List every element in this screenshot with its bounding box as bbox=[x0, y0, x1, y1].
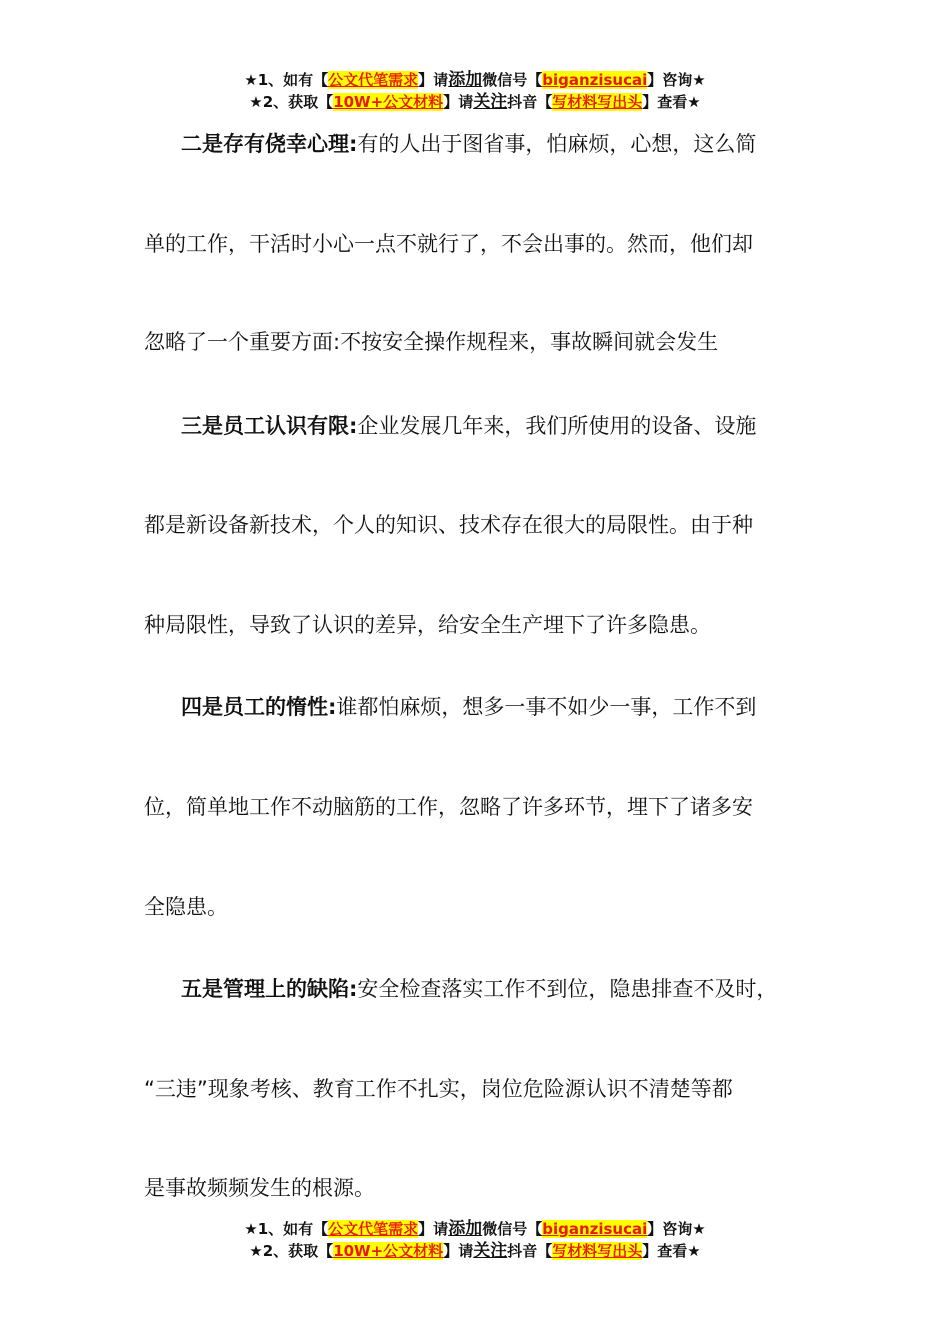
highlight-douyin: 写材料写出头 bbox=[552, 1242, 643, 1260]
highlight-materials: 10W+公文材料 bbox=[333, 1242, 444, 1260]
header-banner bbox=[0, 69, 950, 113]
banner-line-2: ★2、获取【10W+公文材料】请关注抖音【写材料写出头】查看★ bbox=[249, 92, 701, 112]
paragraph-heading: 五是管理上的缺陷: bbox=[181, 977, 358, 1001]
highlight-service: 公文代笔需求 bbox=[328, 1220, 419, 1238]
paragraph-4-line-2: “三违”现象考核、教育工作不扎实，岗位危险源认识不清楚等都 bbox=[144, 1077, 733, 1101]
banner-line-1: ★1、如有【公文代笔需求】请添加微信号【biganzisucai】咨询★ bbox=[244, 1219, 706, 1239]
paragraph-2-line-2: 都是新设备新技术，个人的知识、技术存在很大的局限性。由于种 bbox=[144, 513, 753, 537]
highlight-wechat-id: biganzisucai bbox=[542, 71, 648, 89]
banner-line-2: ★2、获取【10W+公文材料】请关注抖音【写材料写出头】查看★ bbox=[249, 1241, 701, 1261]
paragraph-3-line-2: 位，简单地工作不动脑筋的工作，忽略了许多环节，埋下了诸多安 bbox=[144, 795, 753, 819]
paragraph-2-line-3: 种局限性，导致了认识的差异，给安全生产埋下了许多隐患。 bbox=[144, 613, 711, 637]
paragraph-heading: 二是存有侥幸心理: bbox=[181, 132, 358, 156]
paragraph-4-line-1: 五是管理上的缺陷:安全检查落实工作不到位，隐患排查不及时， bbox=[181, 977, 778, 1001]
paragraph-heading: 三是员工认识有限: bbox=[181, 414, 358, 438]
footer-banner bbox=[0, 1218, 950, 1262]
paragraph-4-line-3: 是事故频频发生的根源。 bbox=[144, 1176, 375, 1200]
paragraph-3-line-3: 全隐患。 bbox=[144, 895, 228, 919]
paragraph-2-line-1: 三是员工认识有限:企业发展几年来，我们所使用的设备、设施 bbox=[181, 414, 757, 438]
paragraph-1-line-3: 忽略了一个重要方面:不按安全操作规程来，事故瞬间就会发生 bbox=[144, 330, 719, 354]
highlight-service: 公文代笔需求 bbox=[328, 71, 419, 89]
paragraph-1-line-2: 单的工作，干活时小心一点不就行了，不会出事的。然而，他们却 bbox=[144, 232, 753, 256]
banner-line-1: ★1、如有【公文代笔需求】请添加微信号【biganzisucai】咨询★ bbox=[244, 70, 706, 90]
highlight-wechat-id: biganzisucai bbox=[542, 1220, 648, 1238]
paragraph-heading: 四是员工的惰性: bbox=[181, 695, 337, 719]
paragraph-3-line-1: 四是员工的惰性:谁都怕麻烦，想多一事不如少一事，工作不到 bbox=[181, 695, 757, 719]
highlight-materials: 10W+公文材料 bbox=[333, 93, 444, 111]
paragraph-1-line-1: 二是存有侥幸心理:有的人出于图省事，怕麻烦，心想，这么简 bbox=[181, 132, 757, 156]
highlight-douyin: 写材料写出头 bbox=[552, 93, 643, 111]
